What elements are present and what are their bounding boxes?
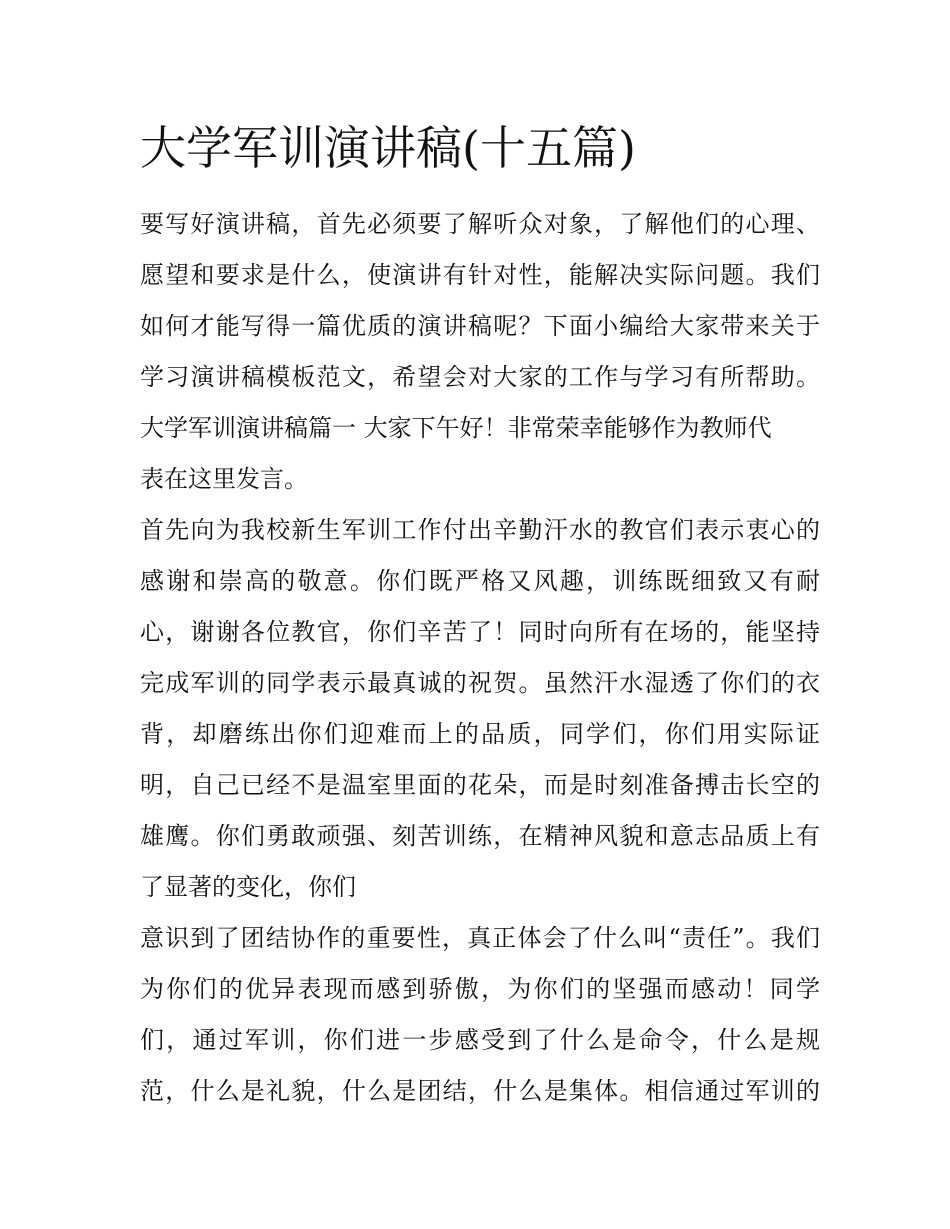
document-body — [140, 202, 820, 1120]
body-line: 感谢和崇高的敬意。你们既严格又风趣，训练既细致又有耐 — [140, 567, 820, 595]
body-line: 雄鹰。你们勇敢顽强、刻苦训练，在精神风貌和意志品质上有 — [140, 822, 820, 850]
body-line: 背，却磨练出你们迎难而上的品质，同学们，你们用实际证 — [140, 720, 820, 748]
body-line: 表在这里发言。 — [140, 465, 308, 493]
body-line: 如何才能写得一篇优质的演讲稿呢？下面小编给大家带来关于 — [140, 312, 820, 340]
body-line: 要写好演讲稿，首先必须要了解听众对象，了解他们的心理、 — [140, 210, 820, 238]
body-line: 为你们的优异表现而感到骄傲，为你们的坚强而感动！同学 — [140, 975, 820, 1003]
body-line: 学习演讲稿模板范文，希望会对大家的工作与学习有所帮助。 — [140, 363, 820, 391]
body-line: 们，通过军训，你们进一步感受到了什么是命令，什么是规 — [140, 1026, 820, 1054]
body-line: 大学军训演讲稿篇一 大家下午好！非常荣幸能够作为教师代 — [140, 414, 772, 442]
body-line: 意识到了团结协作的重要性，真正体会了什么叫“责任”。我们 — [140, 924, 820, 952]
body-line: 了显著的变化，你们 — [140, 873, 356, 901]
body-line: 首先向为我校新生军训工作付出辛勤汗水的教官们表示衷心的 — [140, 516, 820, 544]
body-line: 明，自己已经不是温室里面的花朵，而是时刻准备搏击长空的 — [140, 771, 820, 799]
body-line: 愿望和要求是什么，使演讲有针对性，能解决实际问题。我们 — [140, 261, 820, 289]
body-line: 范，什么是礼貌，什么是团结，什么是集体。相信通过军训的 — [140, 1077, 820, 1105]
body-line: 心，谢谢各位教官，你们辛苦了！同时向所有在场的，能坚持 — [140, 618, 820, 646]
document-title: 大学军训演讲稿(十五篇) — [140, 121, 636, 175]
body-line: 完成军训的同学表示最真诚的祝贺。虽然汗水湿透了你们的衣 — [140, 669, 820, 697]
